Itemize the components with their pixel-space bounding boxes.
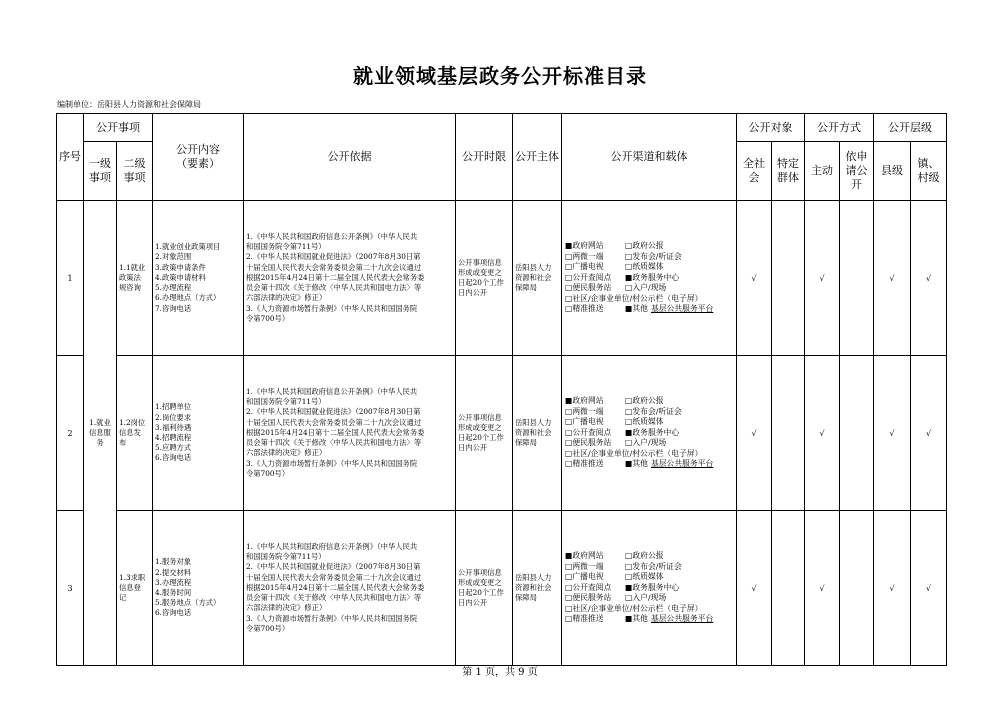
- header-content: 公开内容 （要素）: [153, 114, 244, 201]
- check-county: √: [874, 356, 911, 511]
- channel-option: ■其他: [625, 459, 648, 469]
- check-on-request: [840, 201, 874, 356]
- channel-option: ■政务服务中心: [625, 427, 680, 437]
- subject-cell: 岳阳县人力 资源和社会 保障局: [513, 356, 562, 511]
- check-all-society: √: [737, 356, 772, 511]
- header-level1: 一级 事项: [84, 142, 117, 201]
- channel-option-other: [625, 304, 733, 315]
- check-all-society: √: [737, 201, 772, 356]
- channel-option: □入户/现场: [625, 283, 667, 293]
- channel-list: [562, 241, 736, 315]
- basis-cell: 1.《中华人民共和国政府信息公开条例》（中华人民共 和国国务院令第711号） 2.《中华人民共和国就业促进法》（2007年8月30日第 十届全国人民代表大会常务委员会第二十九次会议通过 根据2015年4月24日第十二届全国人民代表大会常务委 员会第十四次《关于修改〈中华人民共和国电力法〉等 六部法律的决定》修正） 3.《人力资源市场暂行条例》（中华人民共和国国务院 令第700号）: [244, 511, 456, 666]
- header-row-1: [57, 114, 947, 142]
- channel-option: □纸质媒体: [625, 262, 664, 272]
- channel-option: □广播电视: [565, 417, 604, 427]
- channel-option: ■政府网站: [565, 240, 604, 250]
- row-seq: 3: [57, 511, 84, 666]
- subject-cell: 岳阳县人力 资源和社会 保障局: [513, 201, 562, 356]
- subject-cell: 岳阳县人力 资源和社会 保障局: [513, 511, 562, 666]
- basis-cell: 1.《中华人民共和国政府信息公开条例》（中华人民共 和国国务院令第711号） 2.《中华人民共和国就业促进法》（2007年8月30日第 十届全国人民代表大会常务委员会第二十九次会议通过 根据2015年4月24日第十二届全国人民代表大会常务委 员会第十四次《关于修改〈中华人民共和国电力法〉等 六部法律的决定》修正） 3.《人力资源市场暂行条例》（中华人民共和国国务院 令第700号）: [244, 201, 456, 356]
- channel-option: ■政务服务中心: [625, 582, 680, 592]
- channel-option-other: [625, 459, 733, 470]
- channel-list: [562, 396, 736, 470]
- channel-option: □发布会/听证会: [625, 251, 682, 261]
- channel-option: ■政府网站: [565, 550, 604, 560]
- channel-option: ■其他: [625, 614, 648, 624]
- check-town: √: [911, 356, 947, 511]
- header-level: 公开层级: [874, 114, 947, 142]
- header-all-society: 全社 会: [737, 142, 772, 201]
- header-channel: 公开渠道和载体: [562, 114, 737, 201]
- header-subject: 公开主体: [513, 114, 562, 201]
- header-target: 公开对象: [737, 114, 805, 142]
- channel-option: □入户/现场: [625, 593, 667, 603]
- table-row: [57, 356, 947, 511]
- content-cell: 1.就业创业政策项目 2.对象范围 3.政策申请条件 4.政策申请材料 5.办理流程 6.办理地点（方式） 7.咨询电话: [153, 201, 244, 356]
- table-row: [57, 201, 947, 356]
- channel-option: □纸质媒体: [625, 417, 664, 427]
- channel-option: □广播电视: [565, 262, 604, 272]
- channel-option: ■政务服务中心: [625, 272, 680, 282]
- channel-option: □便民服务站: [565, 593, 612, 603]
- channel-option-other: [625, 614, 733, 625]
- check-county: √: [874, 201, 911, 356]
- channel-cell: [562, 511, 737, 666]
- channel-option: □公开查阅点: [565, 427, 612, 437]
- header-seq: 序号: [57, 114, 84, 201]
- channel-list: [562, 551, 736, 625]
- level1-item: 1.就业 信息服 务: [84, 201, 117, 666]
- content-cell: 1.招聘单位 2.岗位要求 3.福利待遇 4.招聘流程 5.应聘方式 6.咨询电话: [153, 356, 244, 511]
- channel-option: □精准推送: [565, 304, 604, 314]
- content-cell: 1.服务对象 2.提交材料 3.办理流程 4.服务时间 5.服务地点（方式） 6.咨询电话: [153, 511, 244, 666]
- check-active: √: [805, 511, 840, 666]
- channel-option: □入户/现场: [625, 438, 667, 448]
- table-body: [57, 114, 947, 666]
- check-on-request: [840, 511, 874, 666]
- check-town: √: [911, 201, 947, 356]
- channel-option: □政府公报: [625, 240, 664, 250]
- page-title: 就业领域基层政务公开标准目录: [353, 64, 647, 88]
- check-on-request: [840, 356, 874, 511]
- time-limit-cell: 公开事项信息 形成或变更之 日起20个工作 日内公开: [456, 201, 513, 356]
- channel-option: □公开查阅点: [565, 272, 612, 282]
- table-row: [57, 511, 947, 666]
- header-basis: 公开依据: [244, 114, 456, 201]
- compiling-unit: 编制单位：岳阳县人力资源和社会保障局: [57, 100, 201, 109]
- channel-other-text: 基层公共服务平台: [650, 614, 714, 624]
- channel-option: □广播电视: [565, 572, 604, 582]
- header-active: 主动: [805, 142, 840, 201]
- channel-option: □两微一端: [565, 251, 604, 261]
- header-county: 县级: [874, 142, 911, 201]
- header-time-limit: 公开时限: [456, 114, 513, 201]
- channel-option: □社区/企事业单位/村公示栏（电子屏）: [565, 448, 703, 458]
- header-on-request: 依申 请公 开: [840, 142, 874, 201]
- time-limit-cell: 公开事项信息 形成或变更之 日起20个工作 日内公开: [456, 511, 513, 666]
- check-all-society: √: [737, 511, 772, 666]
- check-active: √: [805, 356, 840, 511]
- channel-other-text: 基层公共服务平台: [650, 304, 714, 314]
- header-specific-group: 特定 群体: [772, 142, 805, 201]
- channel-option: □精准推送: [565, 459, 604, 469]
- check-specific: [772, 356, 805, 511]
- header-method: 公开方式: [805, 114, 874, 142]
- level2-item: 1.2岗位 信息发 布: [117, 356, 153, 511]
- check-specific: [772, 511, 805, 666]
- time-limit-cell: 公开事项信息 形成或变更之 日起20个工作 日内公开: [456, 356, 513, 511]
- channel-option: □社区/企事业单位/村公示栏（电子屏）: [565, 603, 703, 613]
- channel-option: □两微一端: [565, 406, 604, 416]
- level2-item: 1.3求职 信息登 记: [117, 511, 153, 666]
- check-county: √: [874, 511, 911, 666]
- channel-option: □两微一端: [565, 561, 604, 571]
- channel-option: □发布会/听证会: [625, 561, 682, 571]
- page-footer: 第 1 页，共 9 页: [462, 667, 538, 678]
- check-town: √: [911, 511, 947, 666]
- channel-option: □纸质媒体: [625, 572, 664, 582]
- channel-option: □便民服务站: [565, 438, 612, 448]
- level2-item: 1.1就业 政策法 规咨询: [117, 201, 153, 356]
- row-seq: 2: [57, 356, 84, 511]
- channel-option: □社区/企事业单位/村公示栏（电子屏）: [565, 293, 703, 303]
- channel-option: □便民服务站: [565, 283, 612, 293]
- channel-option: □政府公报: [625, 550, 664, 560]
- channel-cell: [562, 201, 737, 356]
- check-specific: [772, 201, 805, 356]
- channel-option: ■其他: [625, 304, 648, 314]
- channel-other-text: 基层公共服务平台: [650, 459, 714, 469]
- header-level2: 二级 事项: [117, 142, 153, 201]
- channel-option: □精准推送: [565, 614, 604, 624]
- check-active: √: [805, 201, 840, 356]
- channel-option: ■政府网站: [565, 395, 604, 405]
- channel-option: □公开查阅点: [565, 582, 612, 592]
- channel-option: □政府公报: [625, 395, 664, 405]
- catalog-table: [56, 113, 947, 666]
- header-town-village: 镇、 村级: [911, 142, 947, 201]
- channel-option: □发布会/听证会: [625, 406, 682, 416]
- basis-cell: 1.《中华人民共和国政府信息公开条例》（中华人民共 和国国务院令第711号） 2.《中华人民共和国就业促进法》（2007年8月30日第 十届全国人民代表大会常务委员会第二十九次会议通过 根据2015年4月24日第十二届全国人民代表大会常务委 员会第十四次《关于修改〈中华人民共和国电力法〉等 六部法律的决定》修正） 3.《人力资源市场暂行条例》（中华人民共和国国务院 令第700号）: [244, 356, 456, 511]
- channel-cell: [562, 356, 737, 511]
- header-pub-items: 公开事项: [84, 114, 153, 142]
- row-seq: 1: [57, 201, 84, 356]
